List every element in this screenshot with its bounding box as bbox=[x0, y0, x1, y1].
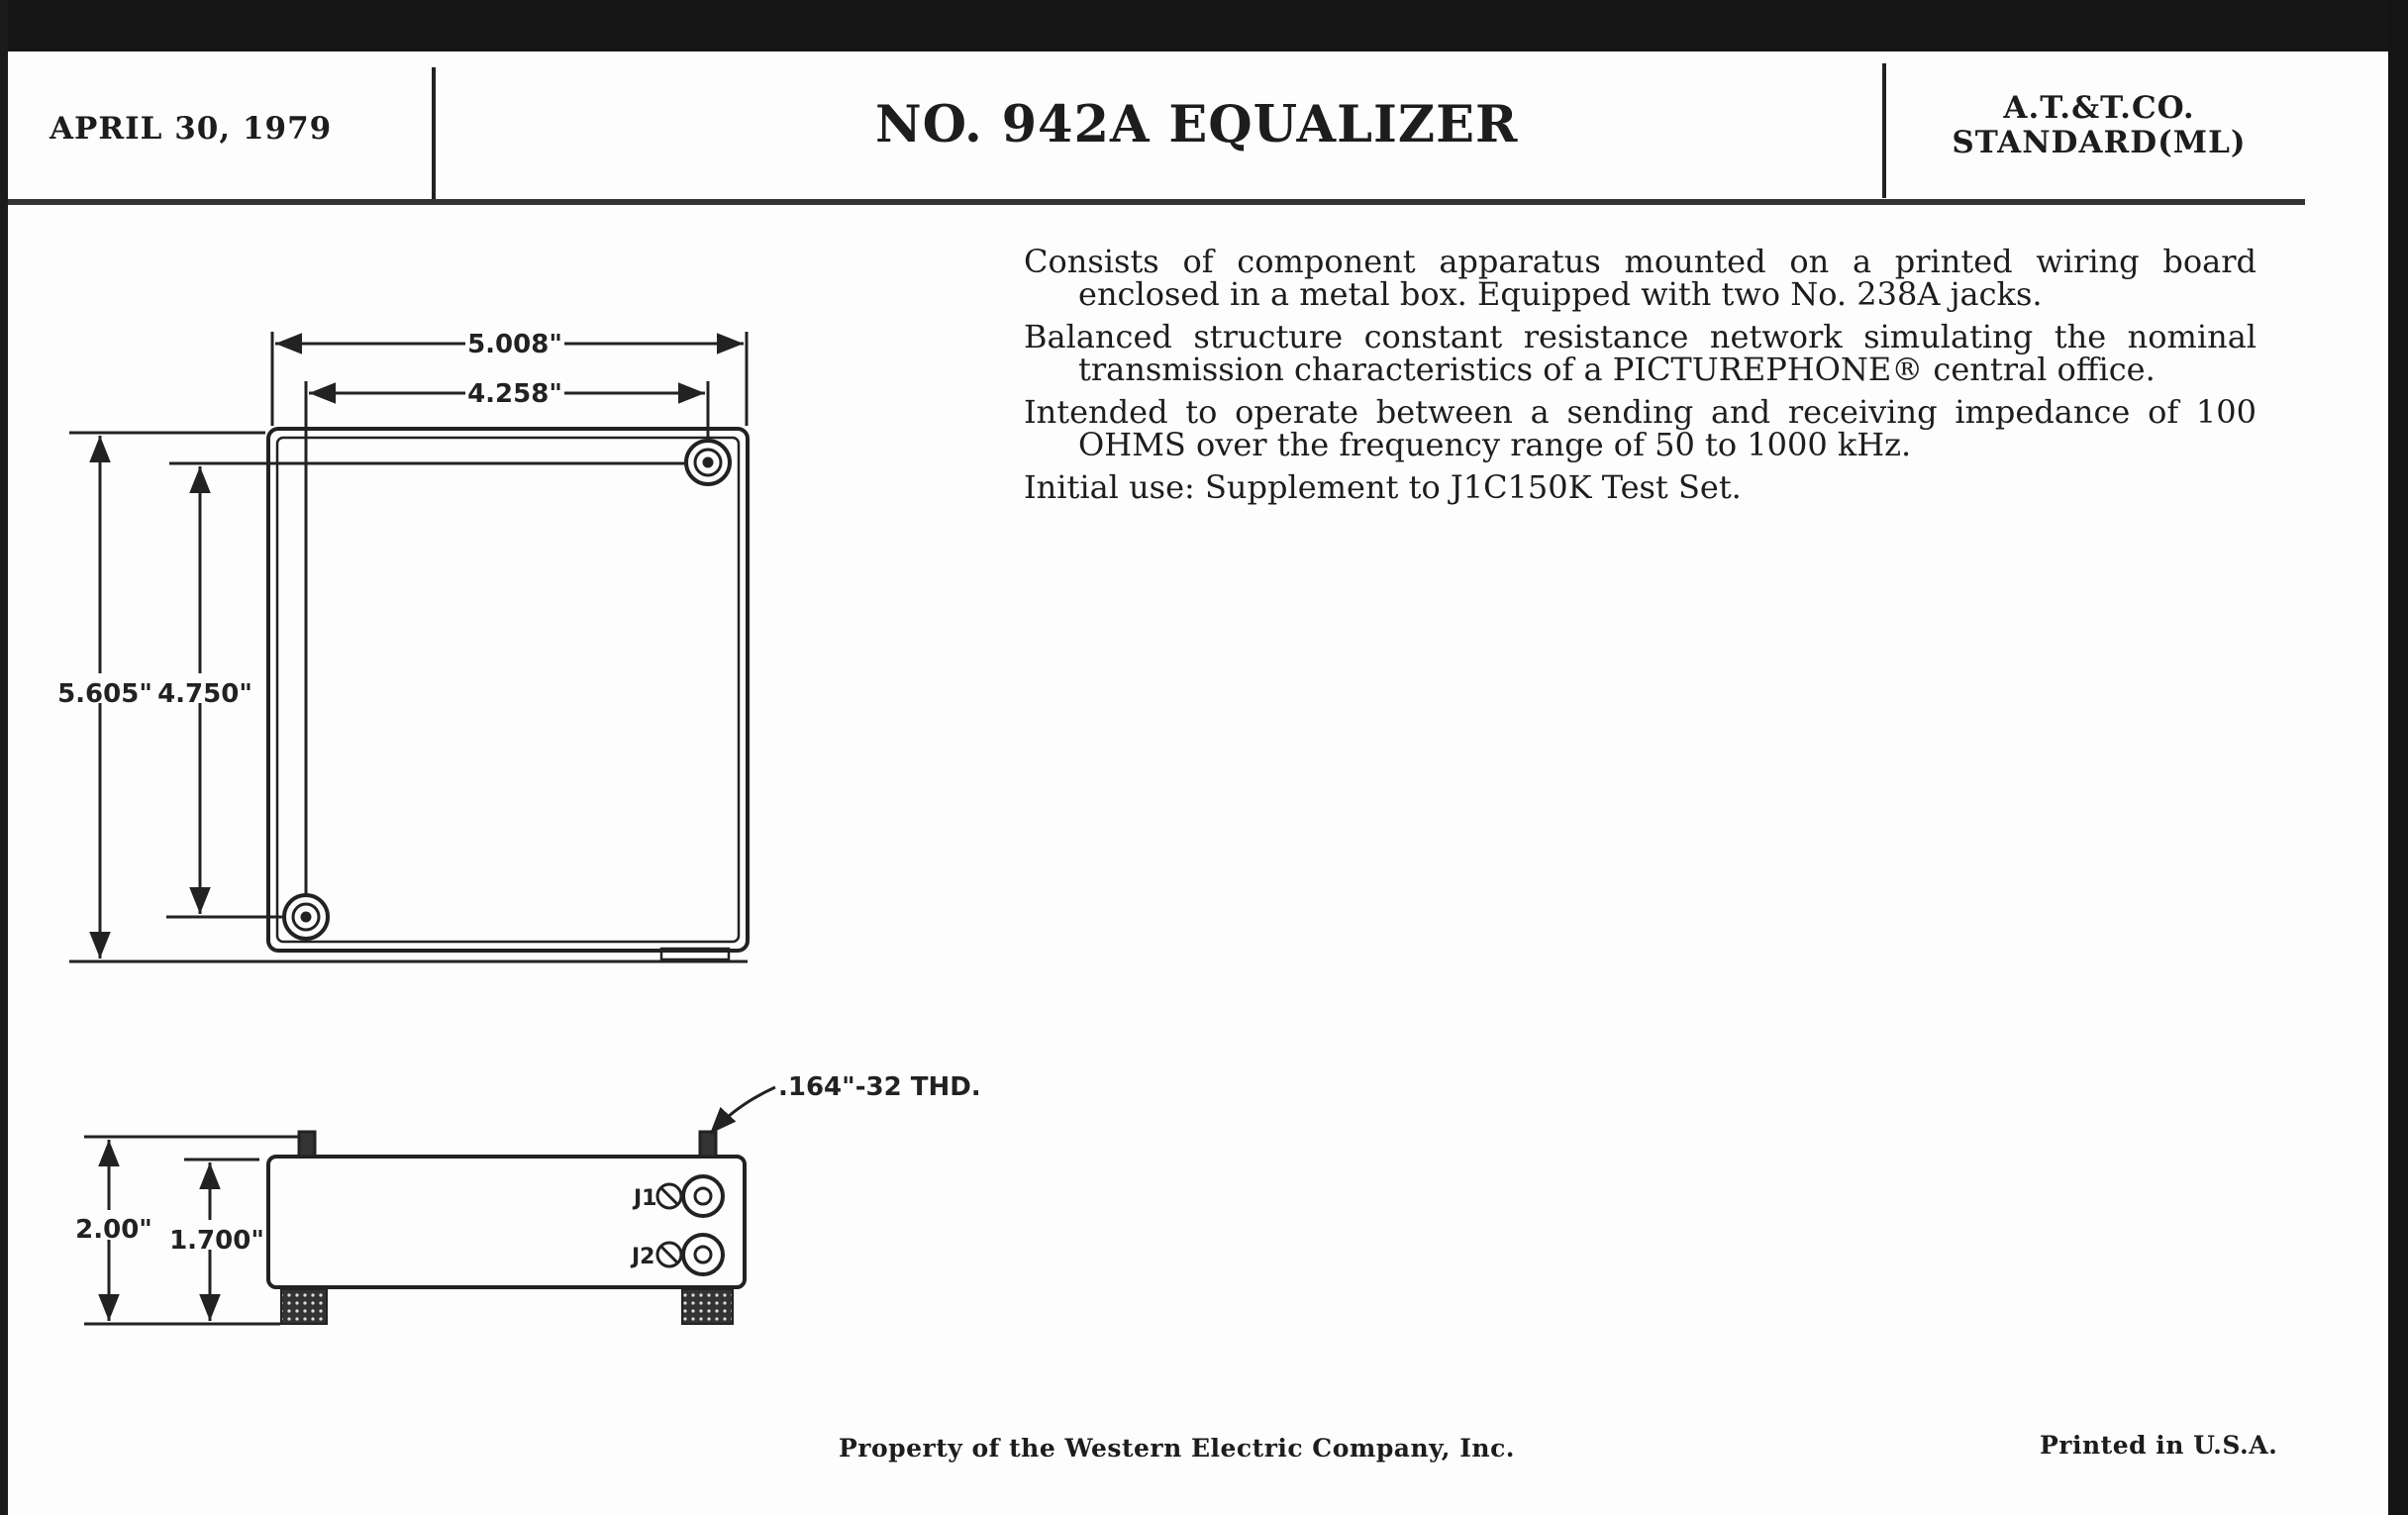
label-overall-depth: 5.605" bbox=[57, 679, 152, 709]
property-notice: Property of the Western Electric Company, Inc. bbox=[839, 1434, 1516, 1463]
stud-right bbox=[700, 1132, 716, 1157]
side-box-outline bbox=[268, 1157, 745, 1287]
standard-line1: A.T.&T.CO. bbox=[2003, 90, 2195, 126]
description-paragraph: Balanced structure constant resistance network simulating the nominal transmission characteristics of a PICTUREPHONE® central office. bbox=[1024, 318, 2257, 388]
jack-upper-icon bbox=[686, 441, 730, 484]
description-paragraph: Initial use: Supplement to J1C150K Test Set. bbox=[1024, 468, 1742, 506]
side-view bbox=[84, 1087, 775, 1324]
box-outline-inner bbox=[277, 438, 739, 942]
label-jack-depth: 4.750" bbox=[157, 679, 252, 709]
screw-j1-icon bbox=[657, 1184, 681, 1208]
printed-notice: Printed in U.S.A. bbox=[2040, 1431, 2278, 1460]
label-j2: J2 bbox=[632, 1245, 655, 1269]
issue-date: APRIL 30, 1979 bbox=[50, 111, 333, 147]
jack-j2-icon bbox=[683, 1235, 723, 1274]
thread-leader-arrow bbox=[710, 1087, 775, 1134]
description-paragraph: Consists of component apparatus mounted on a printed wiring board enclosed in a metal box. Equipped with two No. 238A jacks. bbox=[1024, 243, 2257, 313]
foot-left bbox=[281, 1289, 327, 1324]
screw-j2-icon bbox=[657, 1243, 681, 1266]
label-box-height: 1.700" bbox=[169, 1226, 264, 1256]
jack-lower-icon bbox=[284, 895, 328, 939]
jack-j1-icon bbox=[683, 1176, 723, 1216]
stud-left bbox=[299, 1132, 315, 1157]
top-view bbox=[69, 332, 748, 961]
page-title: NO. 942A EQUALIZER bbox=[875, 95, 1519, 154]
description-paragraph: Intended to operate between a sending and receiving impedance of 100 OHMS over the frequency range of 50 to 1000 kHz. bbox=[1024, 393, 2257, 463]
foot-right bbox=[682, 1289, 733, 1324]
label-thread: .164"-32 THD. bbox=[778, 1072, 981, 1102]
box-outline-outer bbox=[268, 429, 748, 951]
label-jack-width: 4.258" bbox=[467, 379, 562, 409]
label-overall-width: 5.008" bbox=[467, 330, 562, 359]
label-overall-height: 2.00" bbox=[75, 1215, 152, 1245]
label-j1: J1 bbox=[634, 1186, 657, 1211]
standard-line2: STANDARD(ML) bbox=[1952, 125, 2247, 160]
